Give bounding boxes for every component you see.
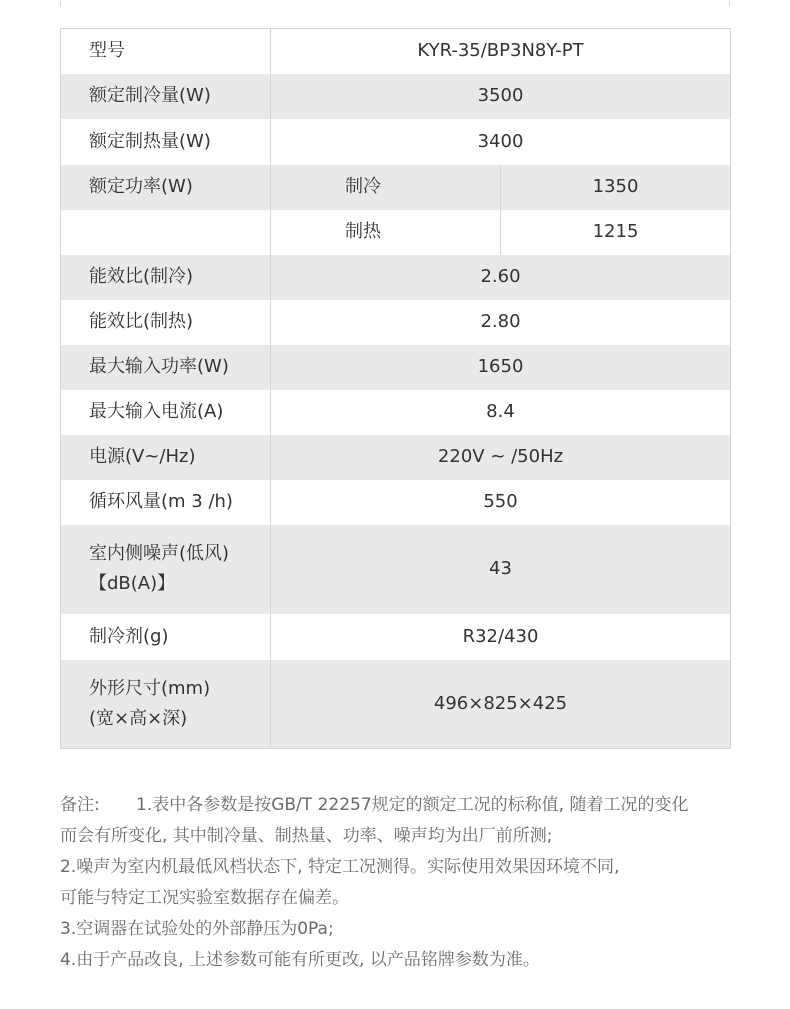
refrigerant-label: 制冷剂(g) <box>61 614 271 660</box>
note-line: 可能与特定工况实验室数据存在偏差。 <box>60 888 349 908</box>
note-line <box>60 790 770 821</box>
row-value: 3400 <box>271 119 731 165</box>
row-label: 电源(V~/Hz) <box>61 435 271 480</box>
power-cool-label: 制冷 <box>271 165 501 210</box>
refrigerant-value: R32/430 <box>271 614 731 660</box>
row-value: 550 <box>271 480 731 525</box>
row-label: 额定制热量(W) <box>61 119 271 165</box>
noise-label-line1: 室内侧噪声(低风) <box>89 543 230 564</box>
table-top-edge <box>60 0 730 6</box>
table-row <box>61 210 731 255</box>
table-row <box>61 119 731 165</box>
row-value: 2.80 <box>271 300 731 345</box>
note-line: 2.噪声为室内机最低风档状态下, 特定工况测得。实际使用效果因环境不同, <box>60 857 620 877</box>
size-label-line2: (宽×高×深) <box>89 707 188 729</box>
power-heat-value: 1215 <box>501 210 731 255</box>
table-row <box>61 435 731 480</box>
note-line: 而会有所变化, 其中制冷量、制热量、功率、噪声均为出厂前所测; <box>60 826 553 846</box>
table-row <box>61 345 731 390</box>
power-heat-label: 制热 <box>271 210 501 255</box>
power-cool-value: 1350 <box>501 165 731 210</box>
note-line: 3.空调器在试验处的外部静压为0Pa; <box>60 919 334 939</box>
row-label: 能效比(制冷) <box>61 255 271 300</box>
note-text: 1.表中各参数是按GB/T 22257规定的额定工况的标称值, 随着工况的变化 <box>136 795 689 815</box>
table-row <box>61 390 731 435</box>
table-row <box>61 165 731 210</box>
size-label <box>61 660 271 749</box>
noise-label-line2: 【dB(A)】 <box>89 573 176 594</box>
notes-prefix: 备注: <box>60 795 100 815</box>
table-row <box>61 480 731 525</box>
row-label: 最大输入电流(A) <box>61 390 271 435</box>
table-row <box>61 255 731 300</box>
row-value: 220V ~ /50Hz <box>271 435 731 480</box>
noise-label <box>61 525 271 614</box>
table-row <box>61 29 731 74</box>
row-label: 额定制冷量(W) <box>61 74 271 119</box>
table-row <box>61 525 731 614</box>
table-row <box>61 614 731 660</box>
row-value: 1650 <box>271 345 731 390</box>
table-row <box>61 74 731 119</box>
row-label: 能效比(制热) <box>61 300 271 345</box>
noise-value: 43 <box>271 525 731 614</box>
spec-table <box>60 28 731 749</box>
notes <box>60 790 770 976</box>
table-row <box>61 300 731 345</box>
table-row <box>61 660 731 749</box>
row-value: 2.60 <box>271 255 731 300</box>
model-value: KYR-35/BP3N8Y-PT <box>271 29 731 74</box>
row-value: 8.4 <box>271 390 731 435</box>
note-line: 4.由于产品改良, 上述参数可能有所更改, 以产品铭牌参数为准。 <box>60 950 540 970</box>
model-label: 型号 <box>61 29 271 74</box>
size-value: 496×825×425 <box>271 660 731 749</box>
row-label: 最大输入功率(W) <box>61 345 271 390</box>
power-label: 额定功率(W) <box>61 165 271 210</box>
size-label-line1: 外形尺寸(mm) <box>89 677 211 699</box>
empty-cell <box>61 210 271 255</box>
row-value: 3500 <box>271 74 731 119</box>
row-label: 循环风量(m 3 /h) <box>61 480 271 525</box>
